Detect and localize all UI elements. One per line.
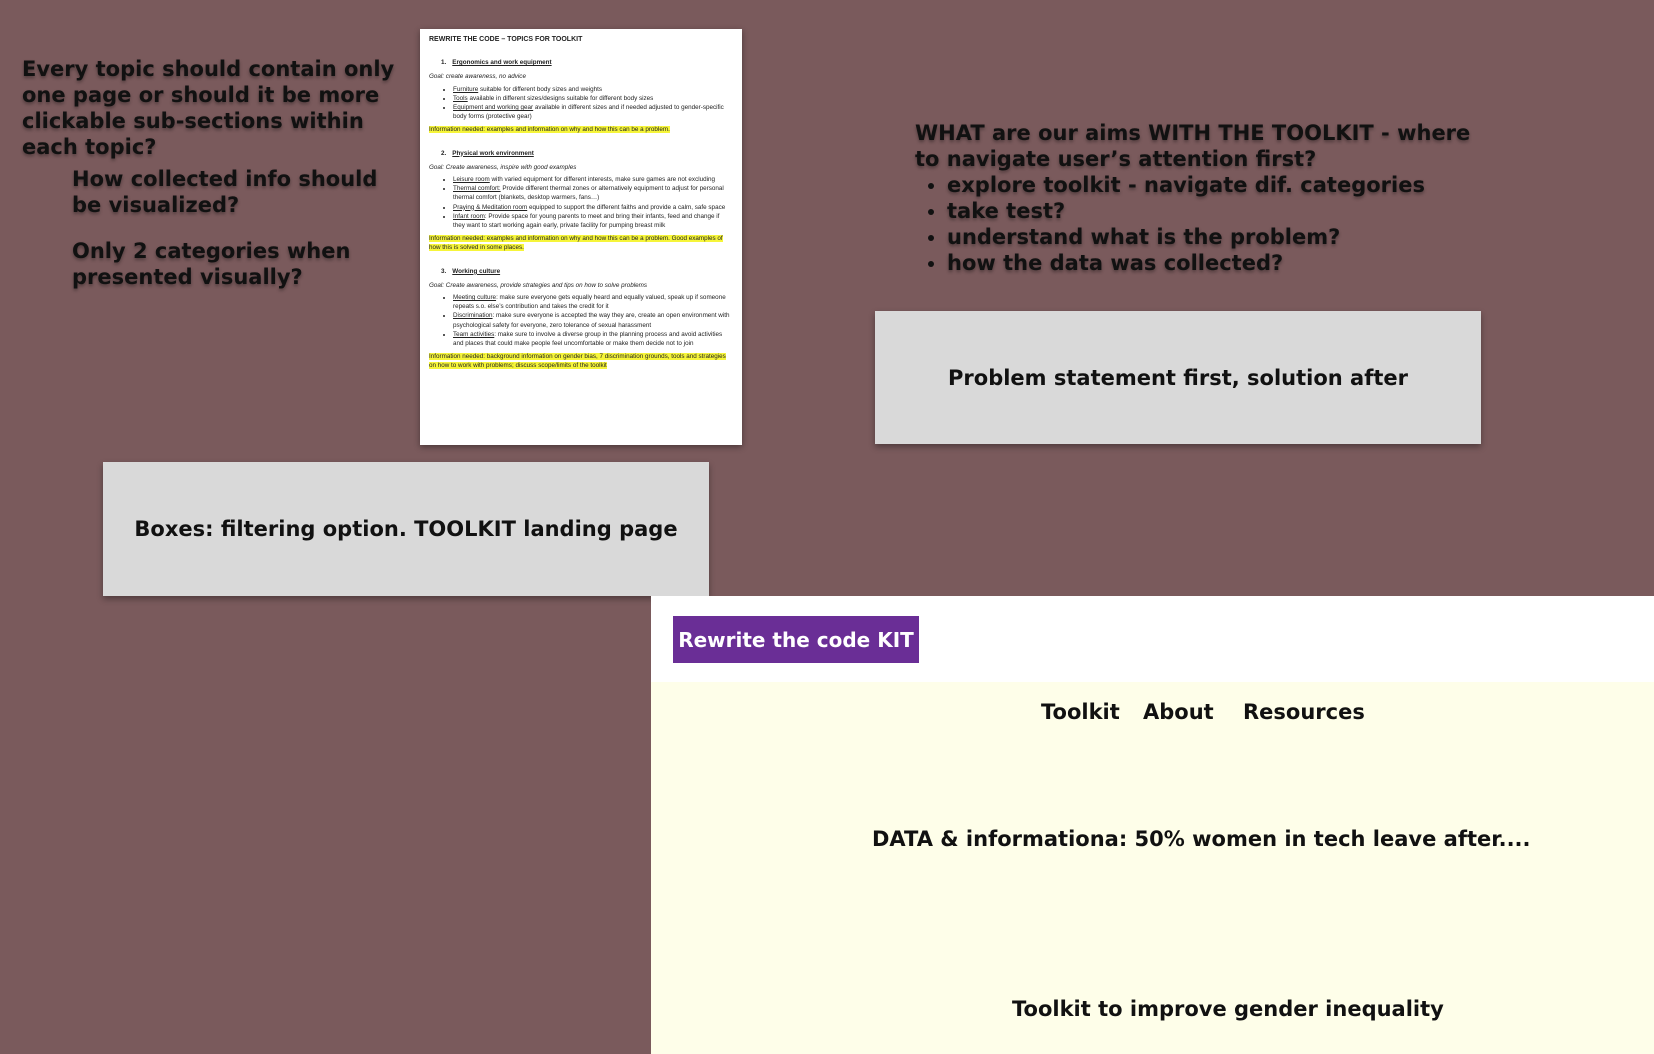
document-title: REWRITE THE CODE – TOPICS FOR TOOLKIT [429, 36, 583, 43]
section-list [429, 293, 733, 348]
section-item: • Praying & Meditation room equipped to support the different faiths and provide a calm, safe space [453, 203, 733, 212]
aims-item: • understand what is the problem? [947, 224, 1475, 250]
section-heading [441, 149, 733, 158]
site-logo-text: Rewrite the code KIT [678, 627, 914, 652]
section-heading [441, 58, 733, 67]
aims-item: • take test? [947, 198, 1475, 224]
nav-link-resources[interactable]: Resources [1243, 700, 1365, 724]
document-section [429, 149, 733, 253]
section-info-highlight: Information needed: background information on gender bias, 7 discrimination grounds, tools and strategies on how to work with problems; discuss scope/limits of the toolkit [429, 353, 726, 370]
problem-statement-text: Problem statement first, solution after [948, 365, 1408, 390]
section-info-highlight: Information needed: examples and information on why and how this can be a problem. [429, 126, 670, 134]
aims-list [915, 172, 1475, 276]
section-item: • Discrimination: make sure everyone is accepted the way they are, create an open environment with psychological safety for everyone, zero tolerance of sexual harassment [453, 311, 733, 329]
section-item: • Equipment and working gear available in different sizes and if needed adjusted to gender-specific body forms (protective gear) [453, 103, 733, 121]
section-number: 1. [441, 59, 447, 67]
problem-statement-card[interactable] [875, 311, 1481, 444]
aims-item: • explore toolkit - navigate dif. categories [947, 172, 1475, 198]
section-item: • Team activities: make sure to involve a diverse group in the planning process and avoid activities and places that could make people feel uncomfortable or make them decide not to join [453, 330, 733, 348]
note-topic-question: Every topic should contain only one page or should it be more clickable sub-sections within each topic? [22, 57, 395, 159]
section-list [429, 175, 733, 230]
section-title: Physical work environment [452, 149, 534, 157]
boxes-filtering-card[interactable] [103, 462, 709, 596]
section-heading [441, 267, 733, 276]
toolkit-tagline: Toolkit to improve gender inequality [1012, 997, 1444, 1021]
nav-link-toolkit[interactable]: Toolkit [1041, 700, 1120, 724]
aims-heading: WHAT are our aims WITH THE TOOLKIT - where to navigate user’s attention first? [915, 121, 1471, 171]
section-goal: Goal: Create awareness, provide strategies and tips on how to solve problems [429, 281, 648, 289]
section-info-highlight: Information needed: examples and information on why and how this can be a problem. Good examples of how this is solved in some places. [429, 235, 723, 252]
landing-page-mockup [651, 596, 1654, 1054]
section-item: • Furniture suitable for different body sizes and weights [453, 85, 733, 94]
section-title: Ergonomics and work equipment [452, 59, 552, 67]
data-information-text: DATA & informationa: 50% women in tech leave after.... [872, 827, 1531, 851]
nav-link-about[interactable]: About [1143, 700, 1214, 724]
topics-document[interactable] [420, 29, 742, 445]
section-item: • Thermal comfort: Provide different thermal zones or alternatively equipment to adjust for personal thermal comfort (blankets, desktop warmers, fans…) [453, 184, 733, 202]
note-aims [915, 120, 1475, 276]
section-number: 3. [441, 267, 447, 275]
aims-item: • how the data was collected? [947, 250, 1475, 276]
section-title: Working culture [452, 267, 501, 275]
section-item: • Infant room: Provide space for young parents to meet and bring their infants, feed and change if they want to start working again early, private facility for pumping breast milk [453, 212, 733, 230]
section-item: • Leisure room with varied equipment for different interests, make sure games are not excluding [453, 175, 733, 184]
document-section [429, 267, 733, 371]
note-visualize-question: How collected info should be visualized? [72, 167, 378, 217]
site-header [651, 596, 1654, 682]
section-item: • Meeting culture: make sure everyone gets equally heard and equally valued, speak up if someone repeats s.o. else’s contribution and takes the credit for it [453, 293, 733, 311]
section-item: • Tools available in different sizes/designs suitable for different body sizes [453, 94, 733, 103]
document-section [429, 58, 733, 134]
boxes-filtering-text: Boxes: filtering option. TOOLKIT landing page [134, 517, 678, 541]
section-number: 2. [441, 149, 447, 157]
section-goal: Goal: Create awareness, inspire with good examples [429, 163, 577, 171]
section-goal: Goal: create awareness, no advice [429, 73, 526, 81]
note-categories-question: Only 2 categories when presented visually? [72, 239, 351, 289]
site-logo-button[interactable] [673, 616, 919, 663]
section-list [429, 85, 733, 122]
